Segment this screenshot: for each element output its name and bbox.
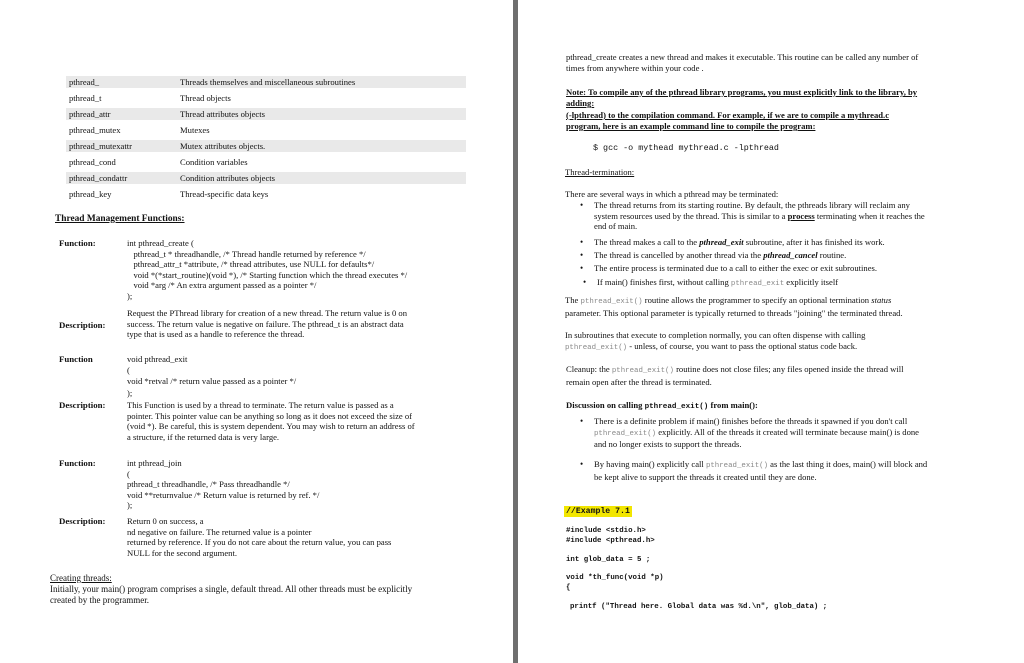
bullet-icon: •	[580, 250, 584, 260]
bullet-icon: •	[580, 237, 584, 247]
list-item: • If main() finishes first, without calling pthread_exit explicitly itself	[583, 277, 839, 288]
description-label: Description:	[59, 516, 106, 526]
list-item: • The thread makes a call to the pthread_exit subroutine, after it has finished its work.	[580, 237, 885, 247]
note-line: program, here is an example command line to compile the program:	[566, 121, 816, 131]
pthread-exit-description: This Function is used by a thread to terminate. The return value is passed as a pointer. This pointer value can be anything so long as it does not exceed the size of (void *). Be careful, this is system dependent. You may wish to return an address of a structure, if the returned data is very large.	[127, 400, 415, 442]
example-label: //Example 7.1	[566, 507, 630, 516]
bullet-icon: •	[580, 459, 584, 469]
bullet-icon: •	[583, 277, 587, 287]
list-item: • There is a definite problem if main() finishes before the threads it spawned if you don't call pthread_exit() explicitly. All of the threads it created will terminate because main() is done and no longer exists to support the threads.	[580, 416, 919, 450]
list-item: • The thread is cancelled by another thread via the pthread_cancel routine.	[580, 250, 847, 260]
table-row: pthread_key Thread-specific data keys	[69, 189, 269, 199]
cleanup-paragraph: Cleanup: the pthread_exit() routine does not close files; any files opened inside the thread will remain open after the thread is terminated.	[566, 364, 904, 387]
pthread-exit-paragraph: The pthread_exit() routine allows the programmer to specify an optional termination status parameter. This optional parameter is typically returned to threads "joining" the terminated thread.	[565, 295, 903, 318]
termination-title: Thread-termination:	[565, 167, 635, 177]
subroutines-paragraph: In subroutines that execute to completion normally, you can often dispense with calling pthread_exit() - unless, of course, you want to pass the optional status code back.	[565, 330, 866, 352]
bullet-icon: •	[580, 263, 584, 273]
code-line: void *th_func(void *p)	[566, 574, 664, 582]
list-item: • The entire process is terminated due to a call to either the exec or exit subroutines.	[580, 263, 878, 273]
code-line: {	[566, 584, 571, 592]
discussion-heading: Discussion on calling pthread_exit() from main():	[566, 400, 758, 411]
code-line: int glob_data = 5 ;	[566, 556, 651, 564]
function-label: Function:	[59, 238, 96, 248]
pthread-join-description: Return 0 on success, a nd negative on failure. The returned value is a pointer returned by reference. If you do not care about the return value, you can pass NULL for the second argument.	[127, 516, 392, 558]
code-line: #include <stdio.h>	[566, 527, 646, 535]
table-row: pthread_condattr Condition attributes objects	[66, 172, 466, 184]
list-item: • The thread returns from its starting routine. By default, the pthreads library will reclaim any system resources used by the thread. This is similar to a process terminating when it reaches the end of main.	[580, 200, 925, 232]
table-row: pthread_ Threads themselves and miscellaneous subroutines	[66, 76, 466, 88]
termination-intro: There are several ways in which a pthread may be terminated:	[565, 189, 779, 199]
pthread-exit-signature: void pthread_exit ( void *retval /* return value passed as a pointer */ );	[127, 354, 297, 398]
code-line: printf ("Thread here. Global data was %d.\n", glob_data) ;	[570, 603, 828, 611]
table-row: pthread_t Thread objects	[69, 93, 231, 103]
creating-threads-text: Initially, your main() program comprises a single, default thread. All other threads must be explicitly created by the programmer.	[50, 584, 413, 605]
pthread-create-description: Request the PThread library for creation of a new thread. The return value is 0 on success. The return value is negative on failure. The pthread_t is an abstract data type that is used as a handle to reference the thread.	[127, 308, 407, 340]
table-row: pthread_mutexattr Mutex attributes objects.	[66, 140, 466, 152]
list-item: • By having main() explicitly call pthread_exit() as the last thing it does, main() will block and be kept alive to support the threads it created until they are done.	[580, 459, 928, 482]
description-label: Description:	[59, 400, 106, 410]
table-row: pthread_mutex Mutexes	[69, 125, 210, 135]
section-title: Thread Management Functions:	[55, 214, 185, 224]
code-line: #include <pthread.h>	[566, 537, 655, 545]
bullet-icon: •	[580, 416, 584, 426]
note-line: Note: To compile any of the pthread library programs, you must explicitly link to the library, by	[566, 87, 918, 97]
intro-paragraph: pthread_create creates a new thread and makes it executable. This routine can be called any number of times from anywhere within your code .	[566, 52, 919, 73]
compile-command: $ gcc -o mythead mythread.c -lpthread	[593, 143, 779, 153]
note-line: (-lpthread) to the compilation command. For example, if we are to compile a mythread.c	[566, 110, 890, 120]
table-row: pthread_cond Condition variables	[69, 157, 248, 167]
table-row: pthread_attr Thread attributes objects	[66, 108, 466, 120]
function-label: Function:	[59, 458, 96, 468]
function-label: Function	[59, 354, 93, 364]
pthread-join-signature: int pthread_join ( pthread_t threadhandle, /* Pass threadhandle */ void **returnvalue /* Return value is returned by ref. */ );	[127, 458, 320, 511]
description-label: Description:	[59, 320, 106, 330]
bullet-icon: •	[580, 200, 584, 210]
creating-threads-title: Creating threads:	[50, 573, 112, 583]
note-line: adding:	[566, 98, 595, 108]
pthread-create-signature: int pthread_create ( pthread_t * threadhandle, /* Thread handle returned by reference */ pthread_attr_t *attribute, /* thread attributes, use NULL for defaults*/ void *(*start_routine)(void *), /* Starting function which the thread executes */ void *arg /* An extra argument passed as a pointer */ );	[127, 238, 408, 301]
